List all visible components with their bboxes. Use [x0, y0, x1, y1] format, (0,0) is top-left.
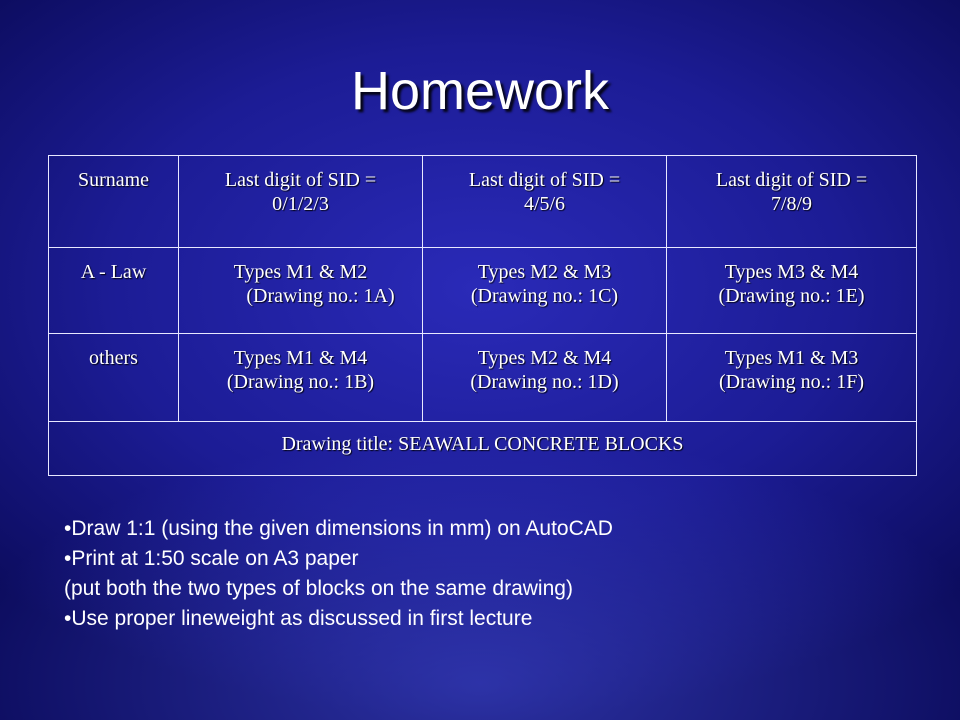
row-cell — [179, 248, 423, 334]
row-types: Types M1 & M2 — [233, 261, 368, 283]
row-drawing-no: (Drawing no.: 1A) — [246, 285, 395, 307]
header-surname — [49, 156, 179, 248]
row-drawing-no: (Drawing no.: 1F) — [719, 371, 864, 393]
table-header-row — [49, 156, 917, 248]
row-types: Types M2 & M3 — [477, 261, 612, 283]
header-sid-digits: 0/1/2/3 — [272, 193, 329, 215]
header-surname-text: Surname — [77, 169, 150, 191]
header-sid-digits: 4/5/6 — [523, 193, 566, 215]
row-cell — [667, 248, 917, 334]
table-row — [49, 334, 917, 422]
table-row — [49, 248, 917, 334]
row-types: Types M2 & M4 — [477, 347, 612, 369]
row-types: Types M3 & M4 — [724, 261, 859, 283]
row-cell — [667, 334, 917, 422]
row-types: Types M1 & M4 — [233, 347, 368, 369]
row-cell — [423, 334, 667, 422]
header-sid-456 — [423, 156, 667, 248]
row-types: Types M1 & M3 — [724, 347, 859, 369]
row-surname — [49, 248, 179, 334]
header-sid-label: Last digit of SID = — [715, 169, 868, 191]
header-sid-digits: 7/8/9 — [770, 193, 813, 215]
row-drawing-no: (Drawing no.: 1B) — [226, 371, 375, 393]
instruction-item: •Use proper lineweight as discussed in first lecture — [64, 607, 533, 630]
header-sid-789 — [667, 156, 917, 248]
header-sid-0123 — [179, 156, 423, 248]
row-cell — [179, 334, 423, 422]
header-sid-label: Last digit of SID = — [468, 169, 621, 191]
homework-table — [48, 155, 917, 476]
table-footer-row — [49, 422, 917, 476]
instruction-item: •Draw 1:1 (using the given dimensions in mm) on AutoCAD — [64, 517, 613, 540]
row-drawing-no: (Drawing no.: 1E) — [718, 285, 865, 307]
drawing-title: Drawing title: SEAWALL CONCRETE BLOCKS — [281, 433, 684, 455]
drawing-title-cell — [49, 422, 917, 476]
instructions-list — [64, 514, 924, 634]
row-drawing-no: (Drawing no.: 1D) — [470, 371, 619, 393]
instruction-item: •Print at 1:50 scale on A3 paper — [64, 547, 359, 570]
header-sid-label: Last digit of SID = — [224, 169, 377, 191]
row-surname-text: A - Law — [80, 261, 147, 283]
slide-title: Homework — [350, 61, 610, 121]
row-cell — [423, 248, 667, 334]
instruction-item: (put both the two types of blocks on the same drawing) — [64, 577, 573, 600]
row-surname — [49, 334, 179, 422]
row-drawing-no: (Drawing no.: 1C) — [470, 285, 619, 307]
row-surname-text: others — [89, 347, 138, 369]
